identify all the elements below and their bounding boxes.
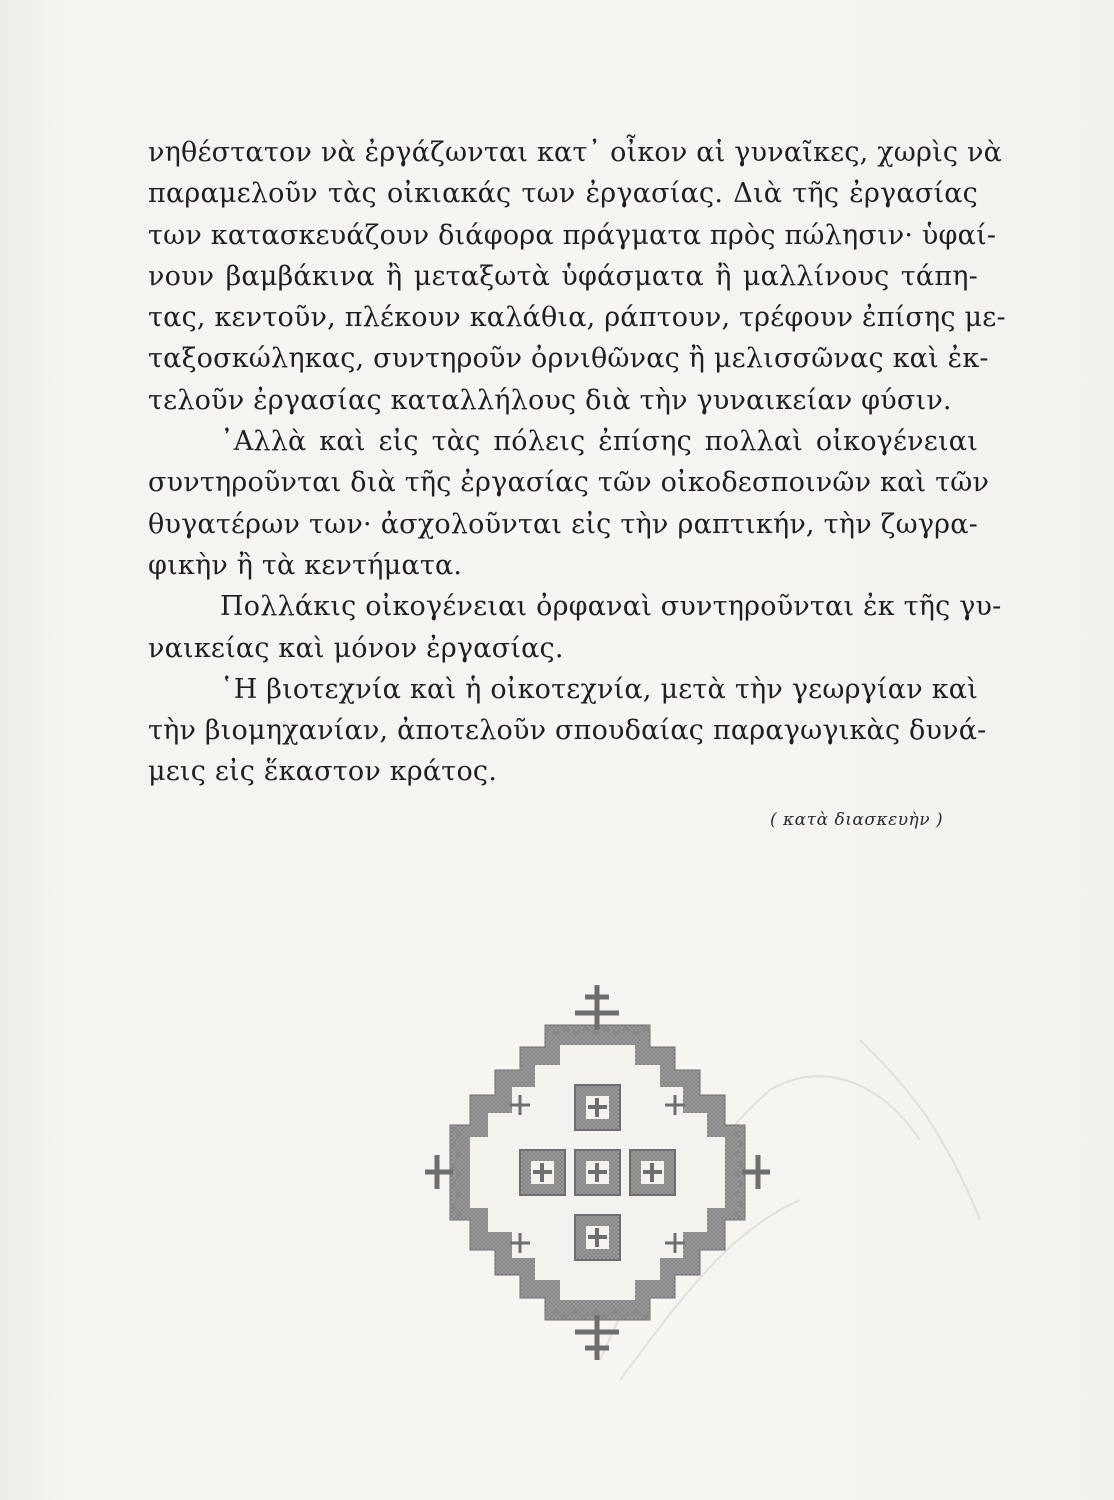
- text-line: νουν βαμβάκινα ἢ μεταξωτὰ ὑφάσματα ἢ μαλλίνους τάπη-: [148, 260, 978, 292]
- embroidery-ornament-icon: [425, 985, 770, 1360]
- text-line: των κατασκευάζουν διάφορα πράγματα πρὸς πώλησιν· ὑφαί-: [148, 219, 997, 251]
- text-line: ῾Η βιοτεχνία καὶ ἡ οἰκοτεχνία, μετὰ τὴν γεωργίαν καὶ: [220, 673, 978, 705]
- body-text: [148, 132, 1006, 793]
- text-line: τελοῦν ἐργασίας καταλλήλους διὰ τὴν γυναικείαν φύσιν.: [148, 384, 952, 416]
- text-line: τας, κεντοῦν, πλέκουν καλάθια, ράπτουν, τρέφουν ἐπίσης με-: [148, 302, 1006, 334]
- attribution-note: ( κατὰ διασκευὴν ): [770, 810, 944, 830]
- text-line: μεις εἰς ἕκαστον κράτος.: [148, 756, 497, 788]
- text-line: φικὴν ἢ τὰ κεντήματα.: [148, 549, 463, 581]
- text-line: Πολλάκις οἰκογένειαι ὀρφαναὶ συντηροῦνται ἐκ τῆς γυ-: [220, 591, 1002, 623]
- text-line: ναικείας καὶ μόνον ἐργασίας.: [148, 632, 564, 664]
- text-line: θυγατέρων των· ἀσχολοῦνται εἰς τὴν ραπτικήν, τὴν ζωγρα-: [148, 508, 978, 540]
- text-line: συντηροῦνται διὰ τῆς ἐργασίας τῶν οἰκοδεσποινῶν καὶ τῶν: [148, 467, 990, 499]
- text-line: ταξοσκώληκας, συντηροῦν ὀρνιθῶνας ἢ μελισσῶνας καὶ ἐκ-: [148, 343, 989, 375]
- text-line: νηθέστατον νὰ ἐργάζωνται κατ᾽ οἶκον αἱ γυναῖκες, χωρὶς νὰ: [148, 137, 1003, 168]
- text-line: παραμελοῦν τὰς οἰκιακάς των ἐργασίας. Διὰ τῆς ἐργασίας: [148, 178, 978, 210]
- text-line: ᾽Αλλὰ καὶ εἰς τὰς πόλεις ἐπίσης πολλαὶ οἰκογένειαι: [220, 426, 978, 458]
- text-line: τὴν βιομηχανίαν, ἀποτελοῦν σπουδαίας παραγωγικὰς δυνά-: [148, 715, 987, 747]
